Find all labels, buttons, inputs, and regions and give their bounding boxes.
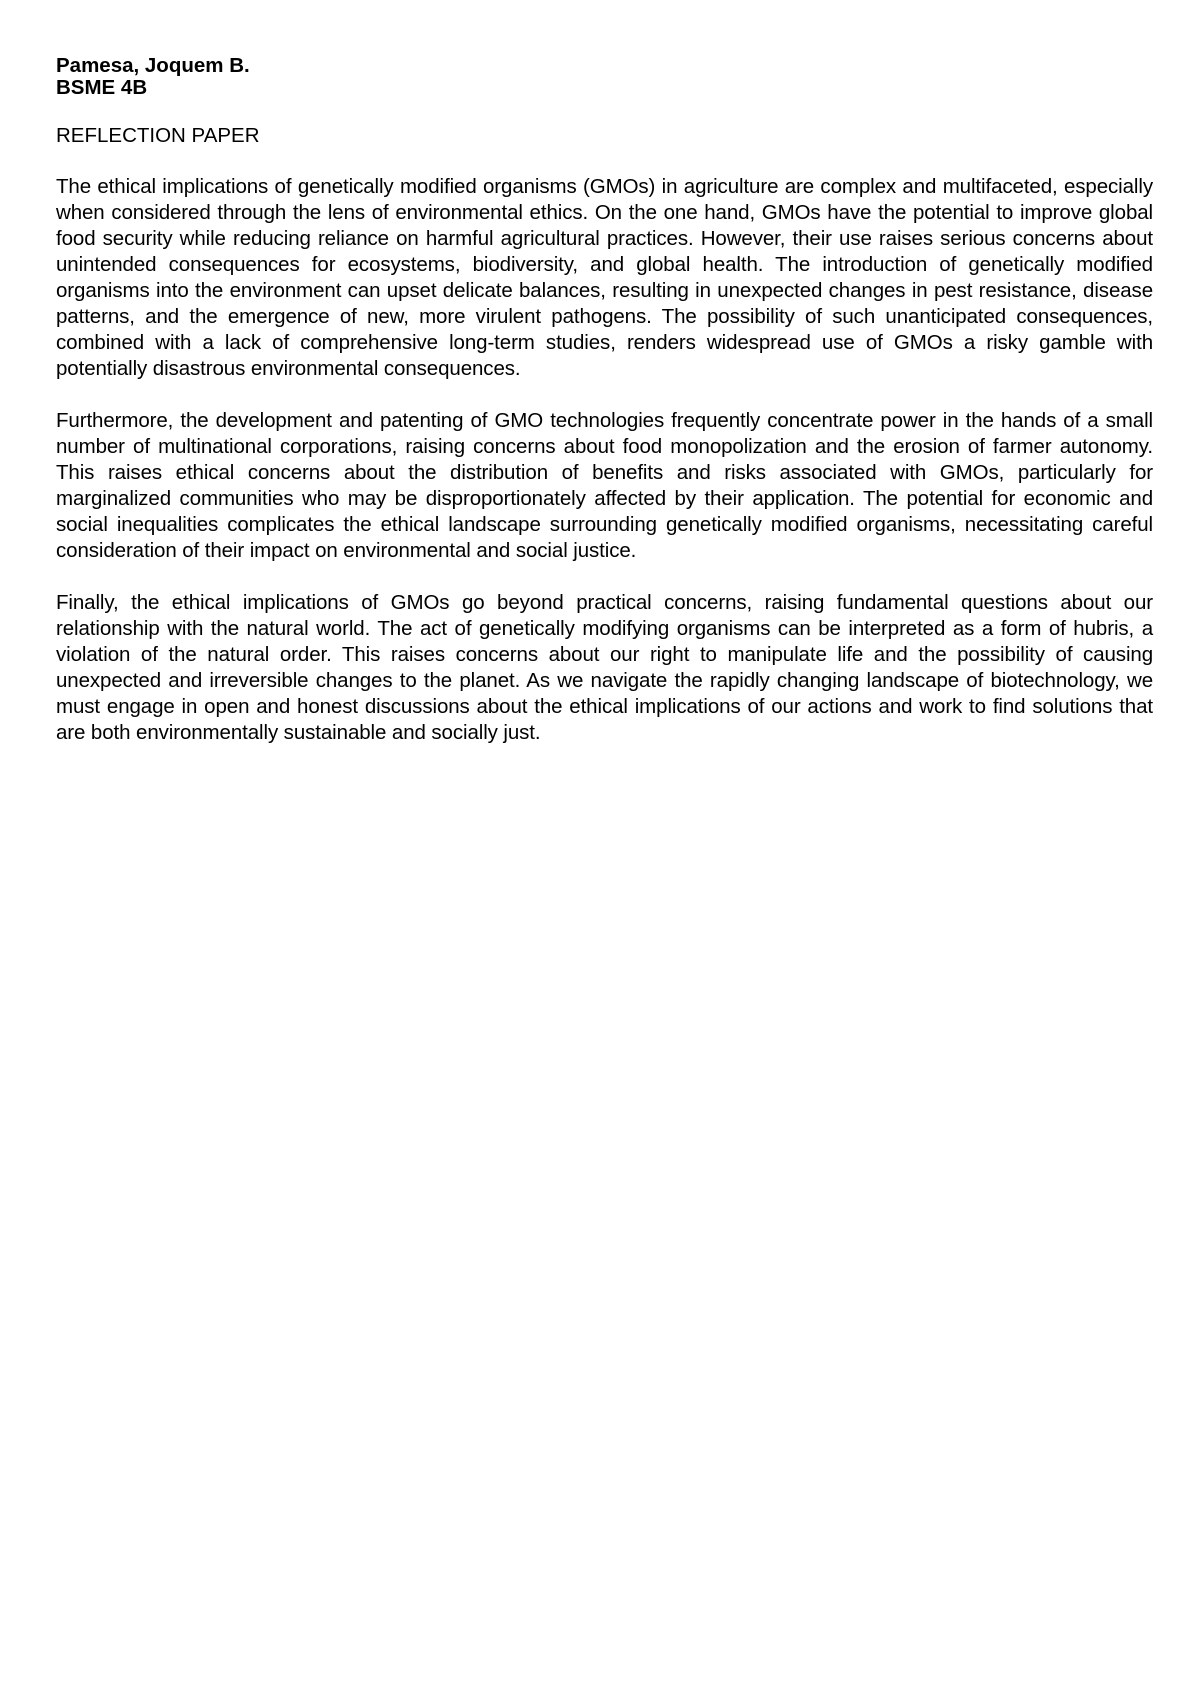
paragraph-2: Furthermore, the development and patenting of GMO technologies frequently concentrate power in the hands of a small number of multinational corporations, raising concerns about food monopolization and the erosion of farmer autonomy. This raises ethical concerns about the distribution of benefits and risks associated with GMOs, particularly for marginalized communities who may be disproportionately affected by their application. The potential for economic and social inequalities complicates the ethical landscape surrounding genetically modified organisms, necessitating careful consideration of their impact on environmental and social justice. — [56, 409, 1153, 562]
course-section: BSME 4B — [56, 76, 148, 99]
document-body — [56, 55, 1153, 746]
author-block — [56, 55, 1153, 99]
paragraph-1: The ethical implications of genetically modified organisms (GMOs) in agriculture are complex and multifaceted, especially when considered through the lens of environmental ethics. On the one hand, GMOs have the potential to improve global food security while reducing reliance on harmful agricultural practices. However, their use raises serious concerns about unintended consequences for ecosystems, biodiversity, and global health. The introduction of genetically modified organisms into the environment can upset delicate balances, resulting in unexpected changes in pest resistance, disease patterns, and the emergence of new, more virulent pathogens. The possibility of such unanticipated consequences, combined with a lack of comprehensive long-term studies, renders widespread use of GMOs a risky gamble with potentially disastrous environmental consequences. — [56, 175, 1153, 380]
author-name: Pamesa, Joquem B. — [56, 54, 250, 77]
paragraph-3: Finally, the ethical implications of GMOs go beyond practical concerns, raising fundamental questions about our relationship with the natural world. The act of genetically modifying organisms can be interpreted as a form of hubris, a violation of the natural order. This raises concerns about our right to manipulate life and the possibility of causing unexpected and irreversible changes to the planet. As we navigate the rapidly changing landscape of biotechnology, we must engage in open and honest discussions about the ethical implications of our actions and work to find solutions that are both environmentally sustainable and socially just. — [56, 591, 1153, 744]
document-heading: REFLECTION PAPER — [56, 124, 260, 147]
